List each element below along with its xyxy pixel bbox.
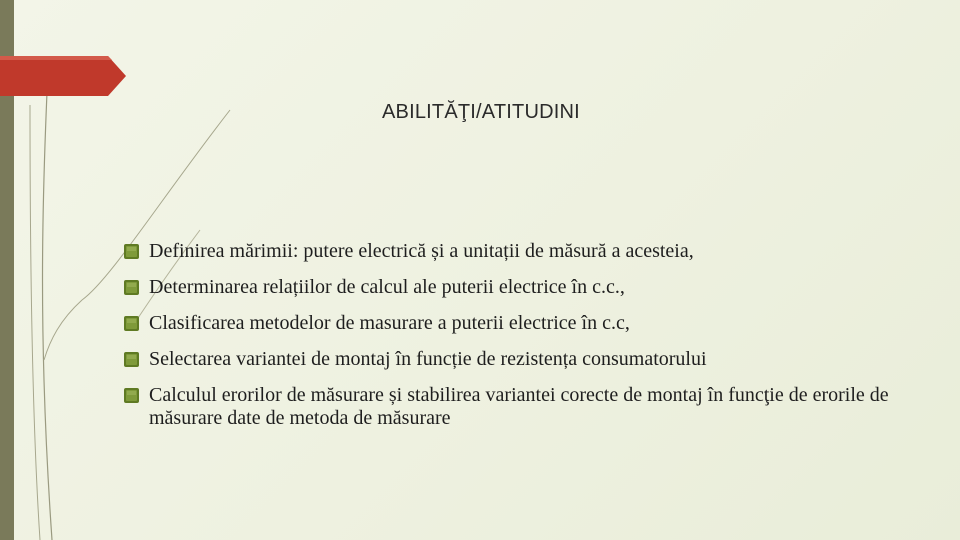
bullet-text: Definirea mărimii: putere electrică și a unitații de măsură a acesteia, xyxy=(149,240,694,262)
list-item xyxy=(124,240,904,263)
bullet-text: Selectarea variantei de montaj în funcție de rezistența consumatorului xyxy=(149,348,707,370)
checkbox-square-icon xyxy=(124,244,139,259)
bullet-text: Determinarea relațiilor de calcul ale puterii electrice în c.c., xyxy=(149,276,625,298)
bullet-list xyxy=(124,240,904,443)
bullet-text: Clasificarea metodelor de masurare a puterii electrice în c.c, xyxy=(149,312,630,334)
slide-title: ABILITĂŢI/ATITUDINI xyxy=(382,101,580,123)
checkbox-square-icon xyxy=(124,352,139,367)
list-item xyxy=(124,348,904,371)
checkbox-square-icon xyxy=(124,388,139,403)
list-item xyxy=(124,384,904,430)
checkbox-square-icon xyxy=(124,316,139,331)
bullet-text: Calculul erorilor de măsurare și stabilirea variantei corecte de montaj în funcţie de erorile de măsurare date de metoda de măsurare xyxy=(149,384,889,429)
accent-arrow-tab xyxy=(0,56,128,96)
list-item xyxy=(124,276,904,299)
list-item xyxy=(124,312,904,335)
checkbox-square-icon xyxy=(124,280,139,295)
